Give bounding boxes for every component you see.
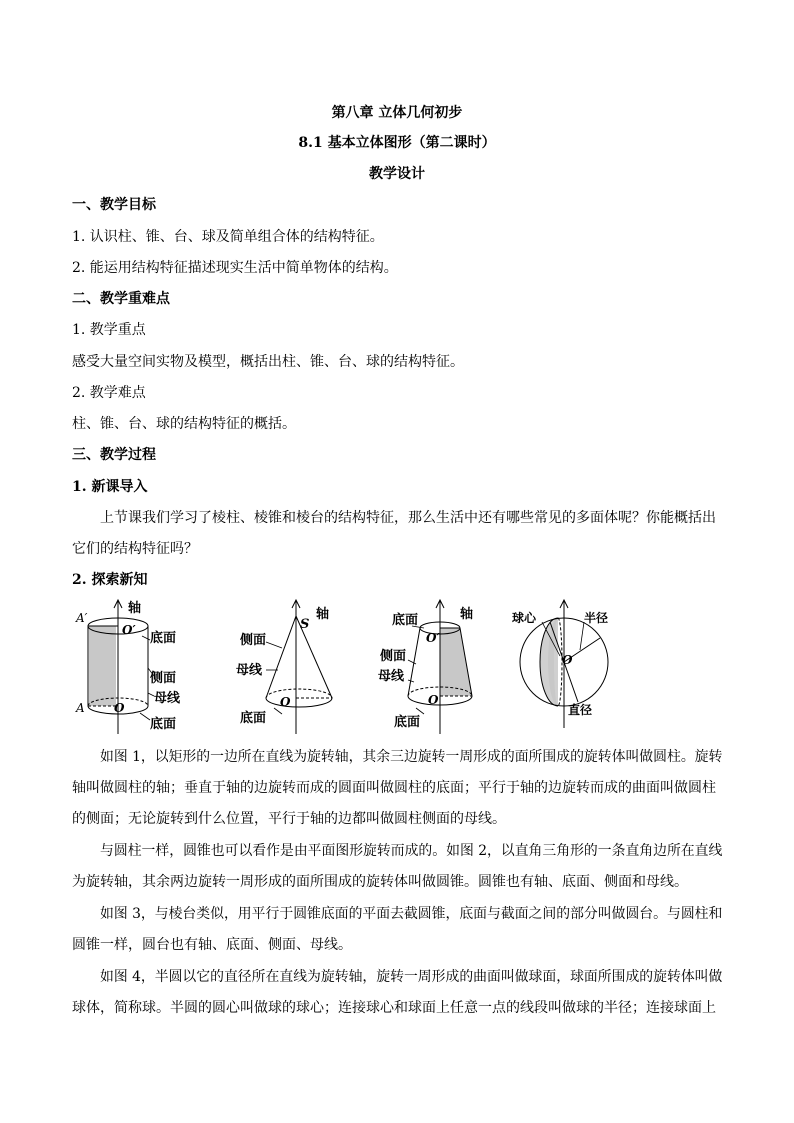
- goals-heading: 一、教学目标: [72, 197, 156, 213]
- intro-line-1: 上节课我们学习了棱柱、棱锥和棱台的结构特征，那么生活中还有哪些常见的多面体呢？你能概括出: [100, 510, 716, 526]
- figure-frustum: [372, 598, 502, 742]
- cyl-O: O: [114, 701, 125, 715]
- cone-O: O: [280, 695, 291, 709]
- chapter-title: 第八章 立体几何初步: [331, 105, 463, 121]
- frustum-diagram: [372, 598, 502, 738]
- intro-line-2: 它们的结构特征吗？: [72, 541, 198, 557]
- frustum-O-top: O′: [426, 631, 440, 645]
- section-title: 8.1 基本立体图形（第二课时）: [298, 135, 496, 151]
- document-type: 教学设计: [369, 166, 425, 182]
- figure-cylinder: [70, 598, 200, 742]
- goal-item-1: 1. 认识柱、锥、台、球及简单组合体的结构特征。: [72, 229, 384, 245]
- intro-heading: 1. 新课导入: [72, 479, 148, 495]
- frustum-bottom-label: 底面: [394, 715, 421, 730]
- process-heading: 三、教学过程: [72, 447, 156, 463]
- cone-generatrix-label: 母线: [236, 663, 263, 678]
- sphere-radius-label: 半径: [584, 611, 609, 625]
- para1-line1: 如图 1，以矩形的一边所在直线为旋转轴，其余三边旋转一周形成的面所围成的旋转体叫做圆柱。旋转: [100, 749, 723, 765]
- figure-cone: [232, 598, 362, 742]
- cyl-O-top: O′: [122, 623, 136, 637]
- para4-line2: 球体，简称球。半圆的圆心叫做球的球心；连接球心和球面上任意一点的线段叫做球的半径；连接球面上: [72, 1000, 716, 1016]
- sphere-diagram: [508, 598, 628, 738]
- difficulty-text: 柱、锥、台、球的结构特征的概括。: [72, 416, 296, 432]
- cone-axis-label: 轴: [316, 607, 330, 622]
- keypoints-heading: 二、教学重难点: [72, 291, 170, 307]
- para3-line2: 圆锥一样，圆台也有轴、底面、侧面、母线。: [72, 937, 352, 953]
- para2-line1: 与圆柱一样，圆锥也可以看作是由平面图形旋转而成的。如图 2，以直角三角形的一条直角边所在直线: [100, 843, 723, 859]
- cone-side-label: 侧面: [240, 633, 267, 648]
- para4-line1: 如图 4，半圆以它的直径所在直线为旋转轴，旋转一周形成的曲面叫做球面，球面所围成的旋转体叫做: [100, 969, 723, 985]
- cone-bottom-label: 底面: [240, 711, 267, 726]
- sphere-O: O: [562, 653, 573, 667]
- frustum-O: O: [428, 693, 439, 707]
- key-text: 感受大量空间实物及模型，概括出柱、锥、台、球的结构特征。: [72, 354, 464, 370]
- frustum-side-label: 侧面: [380, 649, 407, 664]
- para1-line3: 的侧面；无论旋转到什么位置，平行于轴的边都叫做圆柱侧面的母线。: [72, 811, 506, 827]
- explore-heading: 2. 探索新知: [72, 572, 148, 588]
- frustum-generatrix-label: 母线: [378, 669, 405, 684]
- cyl-axis-label: 轴: [128, 601, 142, 616]
- cyl-top-label: 底面: [150, 631, 177, 646]
- para1-line2: 轴叫做圆柱的轴；垂直于轴的边旋转而成的圆面叫做圆柱的底面；平行于轴的边旋转而成的曲面叫做圆柱: [72, 780, 716, 796]
- cyl-bottom-label: 底面: [150, 717, 177, 732]
- cyl-side-label: 侧面: [150, 671, 177, 686]
- key-label: 1. 教学重点: [72, 322, 146, 338]
- sphere-center-label: 球心: [512, 611, 537, 625]
- goal-item-2: 2. 能运用结构特征描述现实生活中简单物体的结构。: [72, 260, 398, 276]
- cone-diagram: [232, 598, 362, 738]
- cyl-A: A: [76, 701, 85, 715]
- para2-line2: 为旋转轴，其余两边旋转一周形成的面所围成的旋转体叫做圆锥。圆锥也有轴、底面、侧面和母线。: [72, 874, 688, 890]
- frustum-top-label: 底面: [392, 613, 419, 628]
- difficulty-label: 2. 教学难点: [72, 385, 146, 401]
- cyl-A-top: A′: [76, 611, 88, 625]
- figure-sphere: [508, 598, 628, 742]
- sphere-diameter-label: 直径: [568, 703, 593, 717]
- cyl-generatrix-label: 母线: [154, 691, 181, 706]
- frustum-axis-label: 轴: [460, 607, 474, 622]
- para3-line1: 如图 3，与棱台类似，用平行于圆锥底面的平面去截圆锥，底面与截面之间的部分叫做圆台。与圆柱和: [100, 906, 723, 922]
- cone-S: S: [300, 617, 310, 632]
- cylinder-diagram: [70, 598, 200, 738]
